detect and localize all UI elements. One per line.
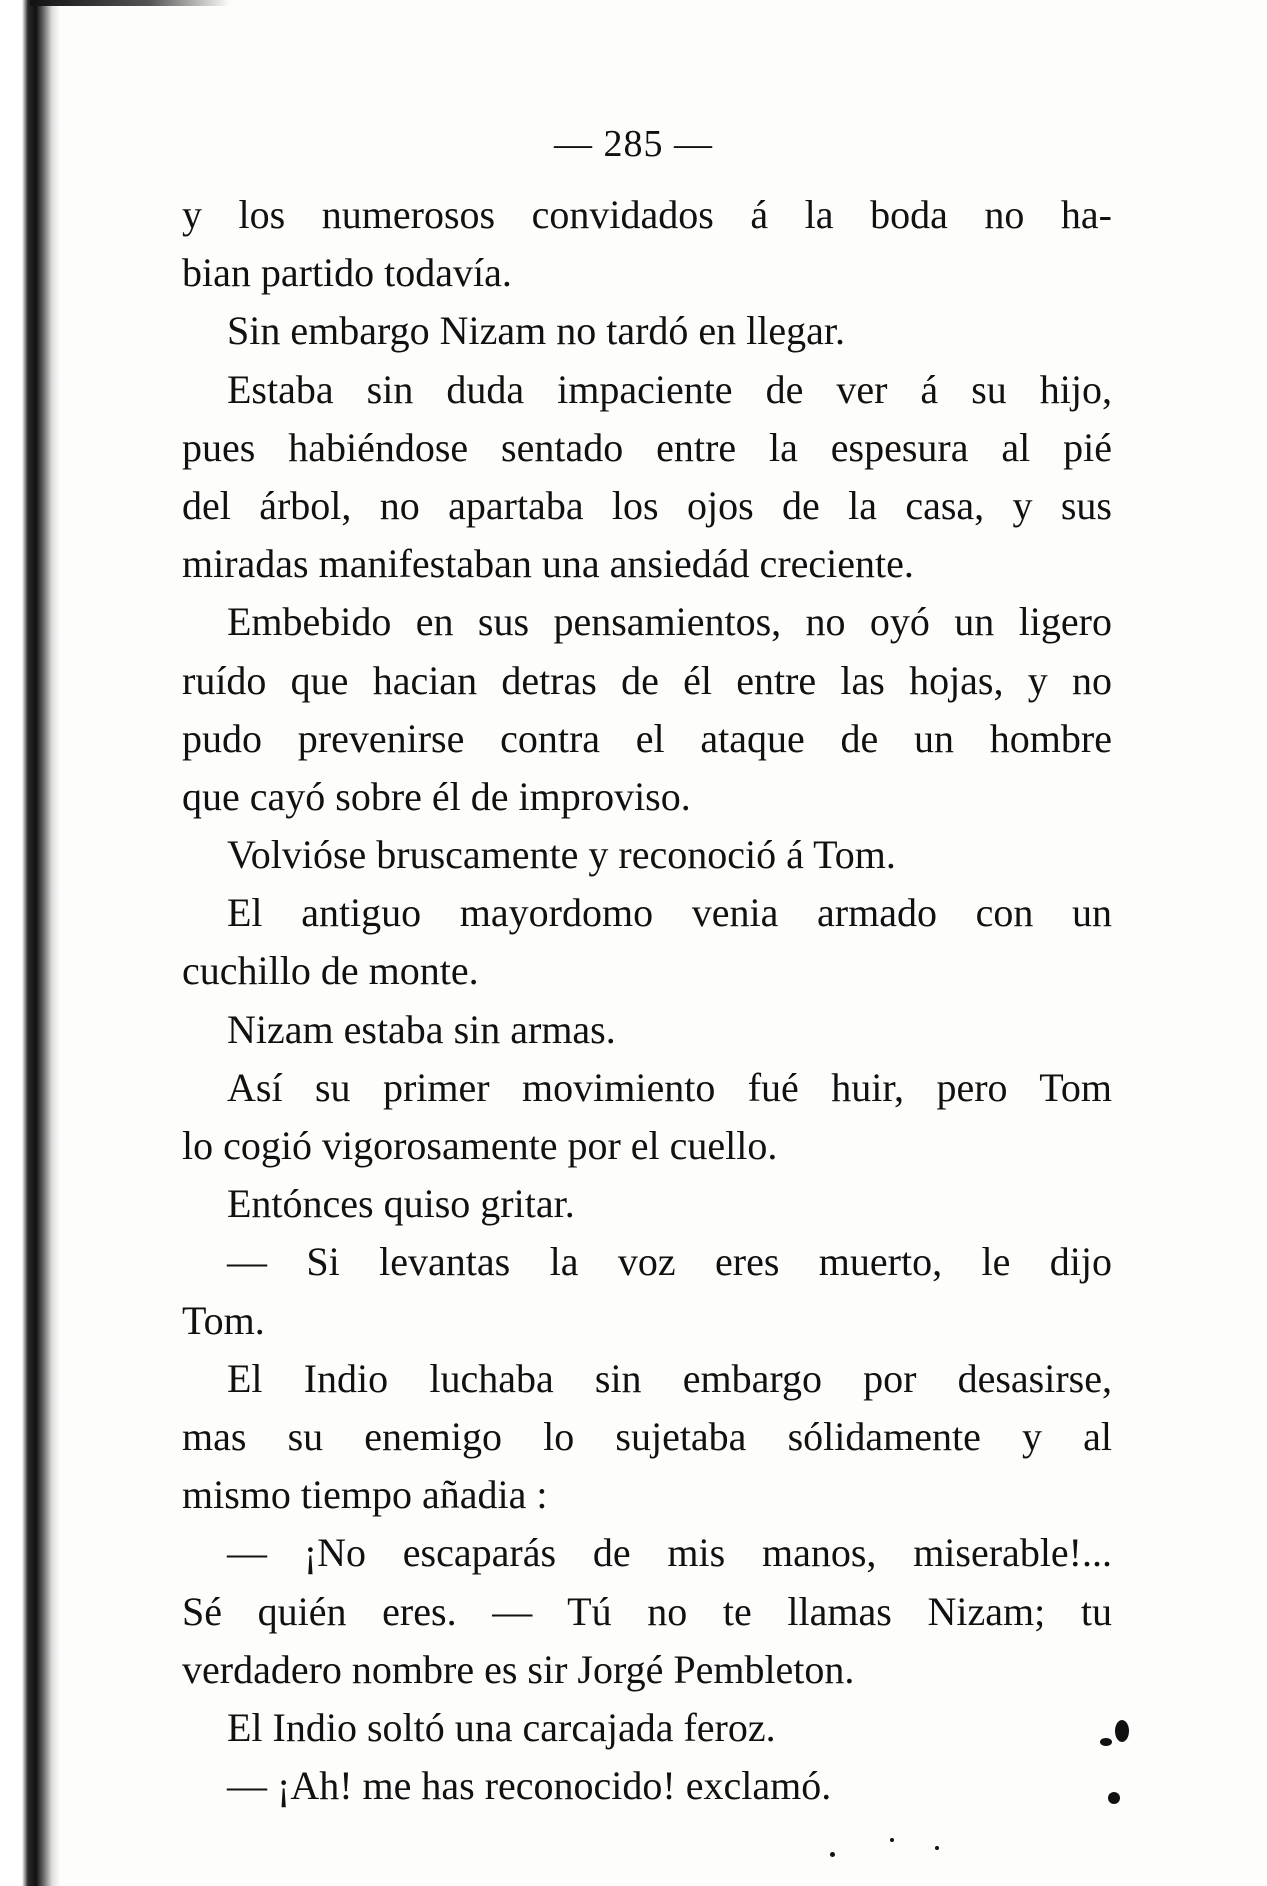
text-line: mas su enemigo lo sujetaba sólidamente y al xyxy=(182,1413,1112,1459)
text-line: lo cogió vigorosamente por el cuello. xyxy=(182,1123,778,1168)
text-line: miradas manifestaban una ansiedád creciente. xyxy=(182,541,914,587)
text-line: cuchillo de monte. xyxy=(182,948,479,994)
text-line: Nizam estaba sin armas. xyxy=(227,1006,616,1052)
text-line: Sin embargo Nizam no tardó en llegar. xyxy=(227,308,845,354)
ink-speck xyxy=(935,1846,939,1850)
text-line: del árbol, no apartaba los ojos de la casa, y sus xyxy=(182,482,1112,528)
text-line: bian partido todavía. xyxy=(182,250,512,296)
ink-speck xyxy=(830,1852,835,1857)
text-line: mismo tiempo añadia : xyxy=(182,1472,548,1518)
text-line: Volvióse bruscamente y reconoció á Tom. xyxy=(227,832,896,878)
text-line: — ¡Ah! me has reconocido! exclamó. xyxy=(227,1763,832,1809)
text-line: Tom. xyxy=(182,1297,265,1343)
ink-speck xyxy=(1100,1738,1112,1746)
text-line: ruído que hacian detras de él entre las hojas, y no xyxy=(182,657,1112,703)
text-line: Entónces quiso gritar. xyxy=(227,1181,575,1227)
text-line: Sé quién eres. — Tú no te llamas Nizam; tu xyxy=(182,1588,1112,1634)
text-line: El Indio luchaba sin embargo por desasirse, xyxy=(227,1355,1112,1401)
binding-shadow xyxy=(0,0,60,1886)
top-edge-mark xyxy=(30,0,230,6)
ink-speck xyxy=(1108,1792,1120,1804)
text-line: — ¡No escaparás de mis manos, miserable!... xyxy=(227,1530,1112,1576)
text-line: Embebido en sus pensamientos, no oyó un ligero xyxy=(227,599,1112,645)
text-line: — Si levantas la voz eres muerto, le dijo xyxy=(227,1239,1112,1285)
page-number: — 285 — xyxy=(554,123,713,165)
text-line: pues habiéndose sentado entre la espesura al pié xyxy=(182,424,1112,470)
text-line: verdadero nombre es sir Jorgé Pembleton. xyxy=(182,1646,855,1692)
body-text xyxy=(182,186,1112,1815)
text-line: pudo prevenirse contra el ataque de un hombre xyxy=(182,715,1112,761)
text-line: y los numerosos convidados á la boda no ha- xyxy=(182,192,1112,237)
text-line: que cayó sobre él de improviso. xyxy=(182,773,691,819)
text-line: Estaba sin duda impaciente de ver á su hijo, xyxy=(227,366,1112,412)
ink-speck xyxy=(1115,1720,1129,1742)
ink-speck xyxy=(890,1838,894,1842)
text-line: El antiguo mayordomo venia armado con un xyxy=(227,890,1112,936)
text-line: Así su primer movimiento fué huir, pero Tom xyxy=(227,1064,1112,1110)
text-line: El Indio soltó una carcajada feroz. xyxy=(227,1704,776,1750)
